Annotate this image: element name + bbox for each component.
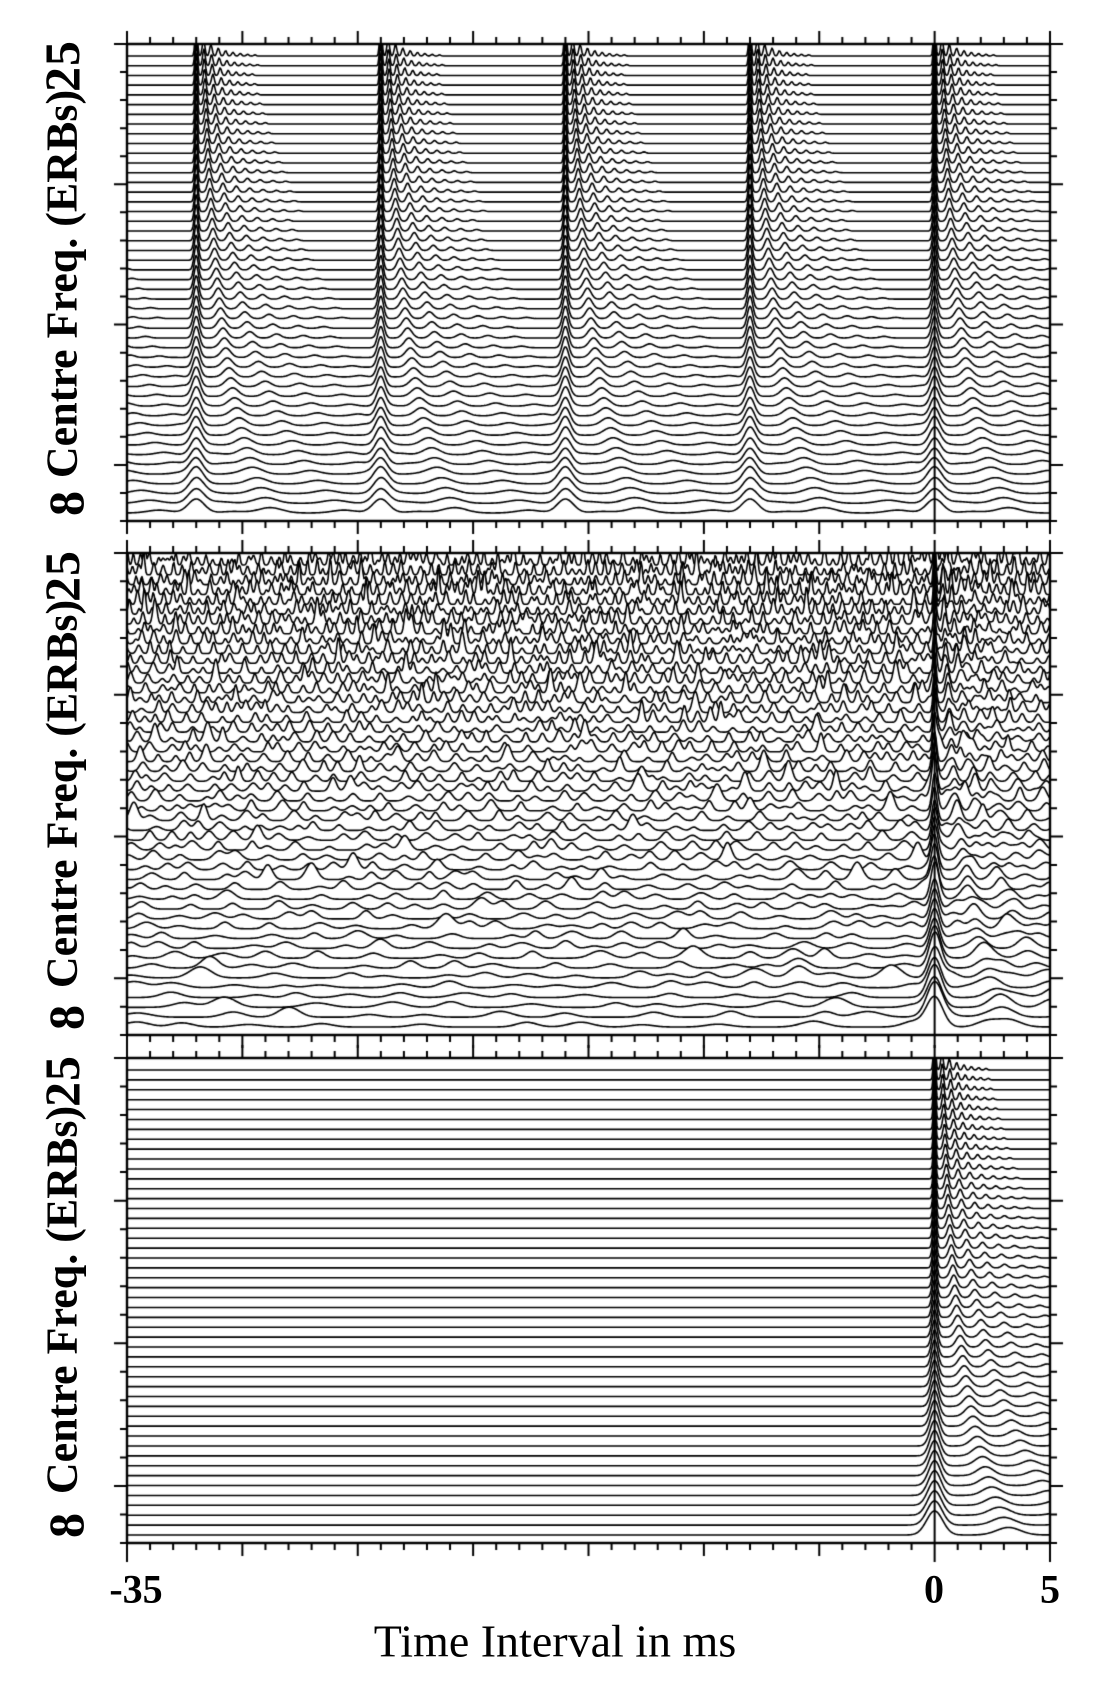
y-axis-title-panel2: Centre Freq. (ERBs)	[37, 599, 87, 989]
y-axis-max-label-panel1: 25	[34, 40, 90, 92]
y-axis-max-label-panel3: 25	[34, 1055, 90, 1107]
y-axis-min-label-panel1: 8	[38, 490, 94, 516]
y-axis-min-label-panel3: 8	[38, 1512, 94, 1538]
x-tick-label-five: 5	[1040, 1566, 1060, 1612]
y-axis-title-panel3: Centre Freq. (ERBs)	[37, 1105, 87, 1495]
x-axis-title: Time Interval in ms	[373, 1615, 737, 1667]
x-tick-label-neg35: -35	[109, 1566, 163, 1612]
x-tick-label-zero: 0	[924, 1566, 944, 1612]
y-axis-min-label-panel2: 8	[38, 1004, 94, 1030]
y-axis-title-panel1: Centre Freq. (ERBs)	[37, 89, 87, 479]
y-axis-max-label-panel2: 25	[34, 550, 90, 602]
